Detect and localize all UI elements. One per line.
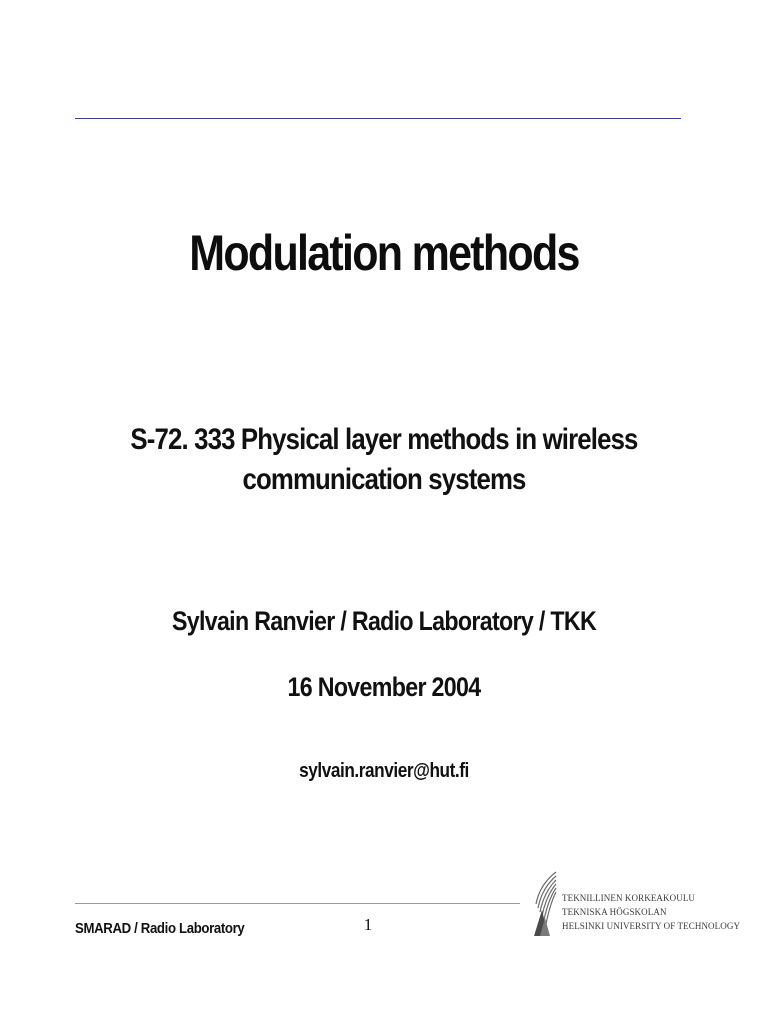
footer-divider (75, 903, 520, 904)
footer-organization: SMARAD / Radio Laboratory (75, 920, 245, 937)
course-title (126, 420, 642, 500)
page-number: 1 (363, 915, 373, 934)
author-line: Sylvain Ranvier / Radio Laboratory / TKK (171, 606, 597, 636)
author-email: sylvain.ranvier@hut.fi (299, 760, 469, 782)
presentation-date: 16 November 2004 (287, 672, 481, 702)
course-title-line-2: communication systems (242, 463, 526, 496)
university-logo-icon (526, 870, 560, 940)
top-divider (75, 118, 681, 119)
university-name-english: HELSINKI UNIVERSITY OF TECHNOLOGY (562, 921, 741, 931)
university-names (562, 891, 740, 933)
university-name-finnish: TEKNILLINEN KORKEAKOULU (562, 893, 696, 903)
course-title-line-1: S-72. 333 Physical layer methods in wireless (130, 423, 638, 456)
university-name-swedish: TEKNISKA HÖGSKOLAN (562, 907, 667, 917)
slide-title: Modulation methods (189, 225, 579, 281)
